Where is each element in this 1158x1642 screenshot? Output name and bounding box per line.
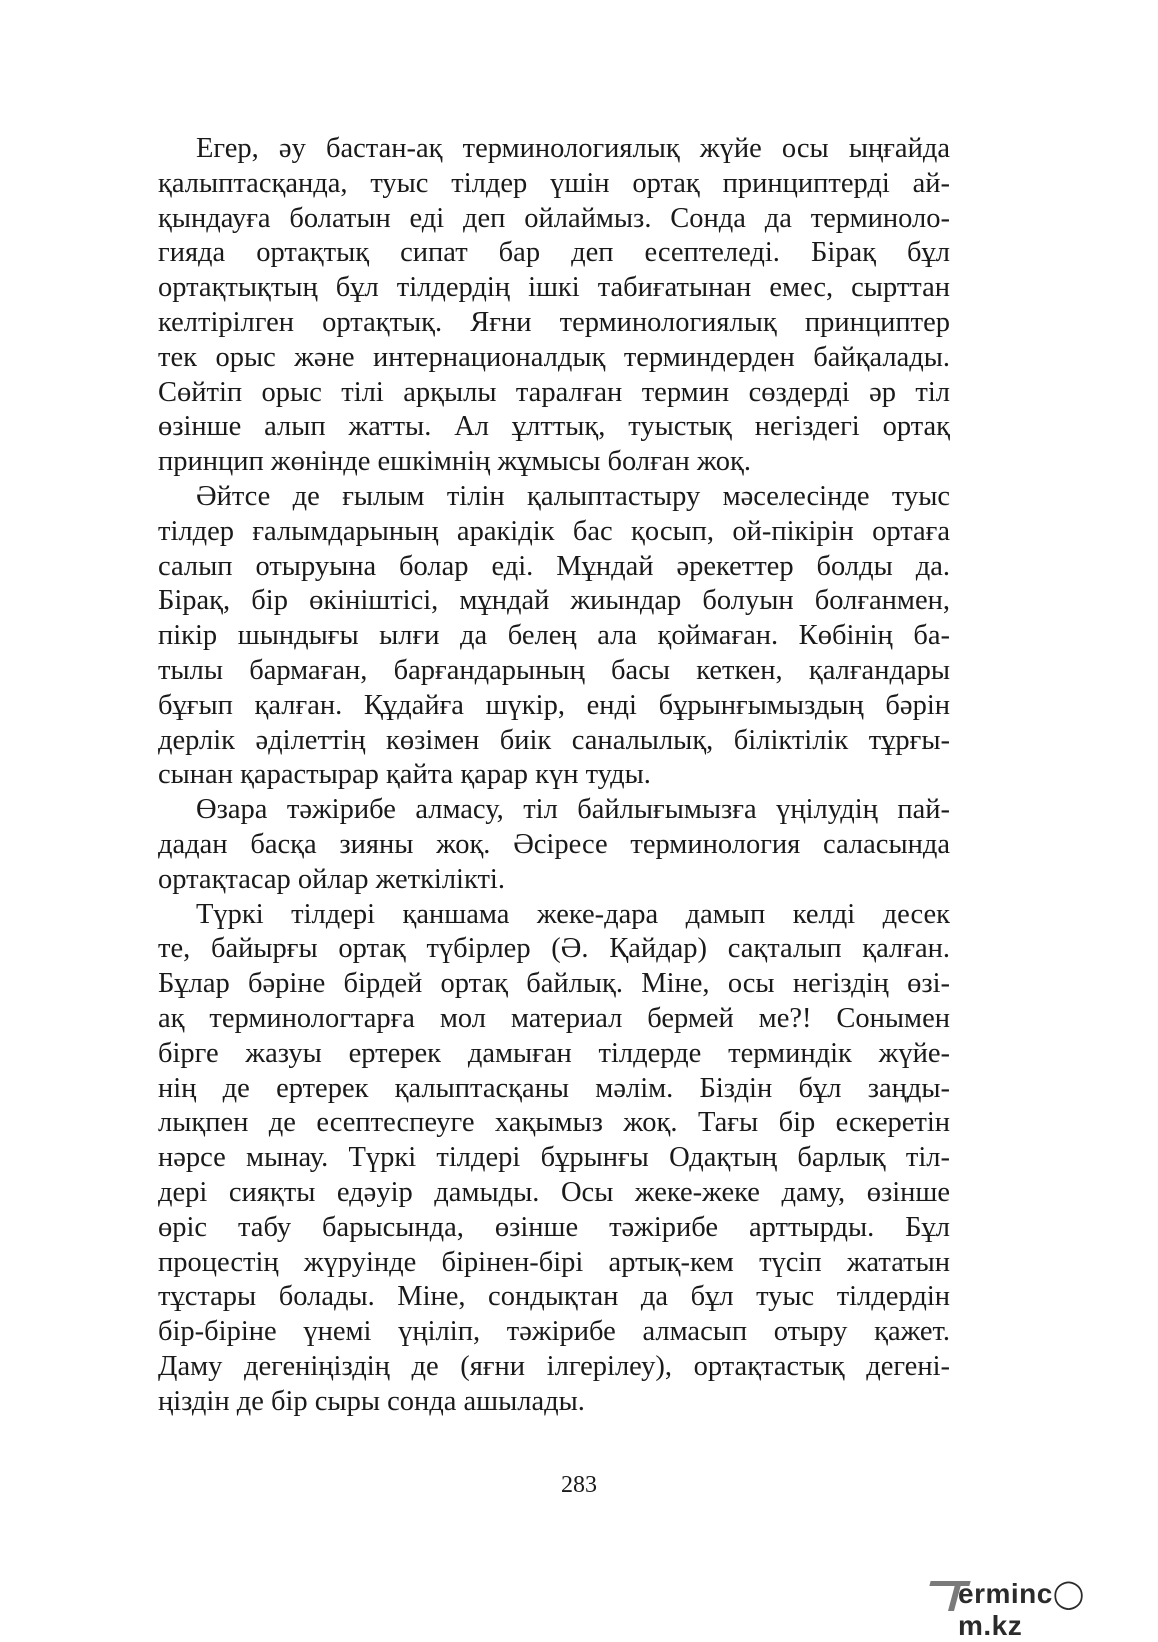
text-line: өріс табу барысында, өзінше тәжірибе арттырды. Бұл xyxy=(158,1211,950,1243)
text-line: Өзара тәжірибе алмасу, тіл байлығымызға үңілудің пай- xyxy=(196,794,950,826)
text-line: Түркі тілдері қаншама жеке-дара дамып келді десек xyxy=(196,898,950,930)
text-line: тұстары болады. Міне, сондықтан да бұл туыс тілдердін xyxy=(158,1281,950,1313)
text-line: дерлік әділеттің көзімен биік саналылық, біліктілік тұрғы- xyxy=(158,724,950,756)
text-line: Бұлар бәріне бірдей ортақ байлық. Міне, осы негіздің өзі- xyxy=(158,968,950,1000)
text-line: Даму дегеніңіздің де (яғни ілгерілеу), ортақтастық дегені- xyxy=(158,1350,950,1382)
text-line: ортақтықтың бұл тілдердің ішкі табиғатынан емес, сырттан xyxy=(158,272,950,304)
paragraph xyxy=(158,898,950,1420)
text-line: нәрсе мынау. Түркі тілдері бұрынғы Одақтың барлық тіл- xyxy=(158,1142,950,1174)
text-line: тілдер ғалымдарының аракідік бас қосып, ой-пікірін ортаға xyxy=(158,515,950,547)
watermark-text: erminc◯ m.kz xyxy=(958,1578,1085,1641)
text-line: сынан қарастырар қайта қарар күн туды. xyxy=(158,759,651,791)
watermark-logo xyxy=(930,1569,1140,1641)
text-line: гияда ортақтық сипат бар деп есептеледі. Бірақ бұл xyxy=(158,237,950,269)
text-line: бір-біріне үнемі үңіліп, тәжірибе алмасып отыру қажет. xyxy=(158,1316,950,1348)
text-line: Сөйтіп орыс тілі арқылы таралған термин сөздерді әр тіл xyxy=(158,376,950,408)
paragraph xyxy=(158,132,950,480)
paragraph xyxy=(158,793,950,897)
text-line: қалыптасқанда, туыс тілдер үшін ортақ принциптерді ай- xyxy=(158,167,950,199)
page-number: 283 xyxy=(561,1472,597,1498)
text-line: нің де ертерек қалыптасқаны мәлім. Біздін бұл заңды- xyxy=(158,1072,950,1104)
text-line: Егер, әу бастан-ақ терминологиялық жүйе осы ыңғайда xyxy=(196,133,950,164)
text-line: тылы бармаған, барғандарының басы кеткен, қалғандары xyxy=(158,654,950,686)
text-line: Әйтсе де ғылым тілін қалыптастыру мәселесінде туыс xyxy=(196,480,950,512)
text-line: дері сияқты едәуір дамыды. Осы жеке-жеке даму, өзінше xyxy=(158,1176,950,1208)
text-line: тек орыс және интернационалдық терминдерден байқалады. xyxy=(158,341,950,373)
text-line: ортақтасар ойлар жеткілікті. xyxy=(158,863,505,895)
text-line: бірге жазуы ертерек дамыған тілдерде терминдік жүйе- xyxy=(158,1037,950,1069)
text-line: процестің жүруінде бірінен-бірі артық-кем түсіп жататын xyxy=(158,1246,950,1278)
text-line: салып отыруына болар еді. Мұндай әрекеттер болды да. xyxy=(158,550,950,582)
text-line: дадан басқа зияны жоқ. Әсіресе терминология саласында xyxy=(158,828,950,860)
text-line: келтірілген ортақтық. Яғни терминологиялық принциптер xyxy=(158,306,950,338)
text-line: принцип жөнінде ешкімнің жұмысы болған жоқ. xyxy=(158,446,752,478)
text-line: ңіздін де бір сыры сонда ашылады. xyxy=(158,1385,585,1417)
text-line: ақ терминологтарға мол материал бермей ме?! Сонымен xyxy=(158,1002,950,1034)
paragraph xyxy=(158,480,950,793)
page-body xyxy=(158,132,950,1419)
text-line: Бірақ, бір өкініштісі, мұндай жиындар болуын болғанмен, xyxy=(158,585,950,617)
text-line: пікір шындығы ылғи да белең ала қоймаған. Көбінің ба- xyxy=(158,620,950,652)
text-line: қындауға болатын еді деп ойлаймыз. Сонда да терминоло- xyxy=(158,202,950,234)
text-line: лықпен де есептеспеуге хақымыз жоқ. Тағы бір ескеретін xyxy=(158,1107,950,1139)
text-line: те, байырғы ортақ түбірлер (Ә. Қайдар) сақталып қалған. xyxy=(158,933,950,965)
text-line: өзінше алып жатты. Ал ұлттық, туыстық негіздегі ортақ xyxy=(158,411,950,443)
text-line: бұғып қалған. Құдайға шүкір, енді бұрынғымыздың бәрін xyxy=(158,689,950,721)
